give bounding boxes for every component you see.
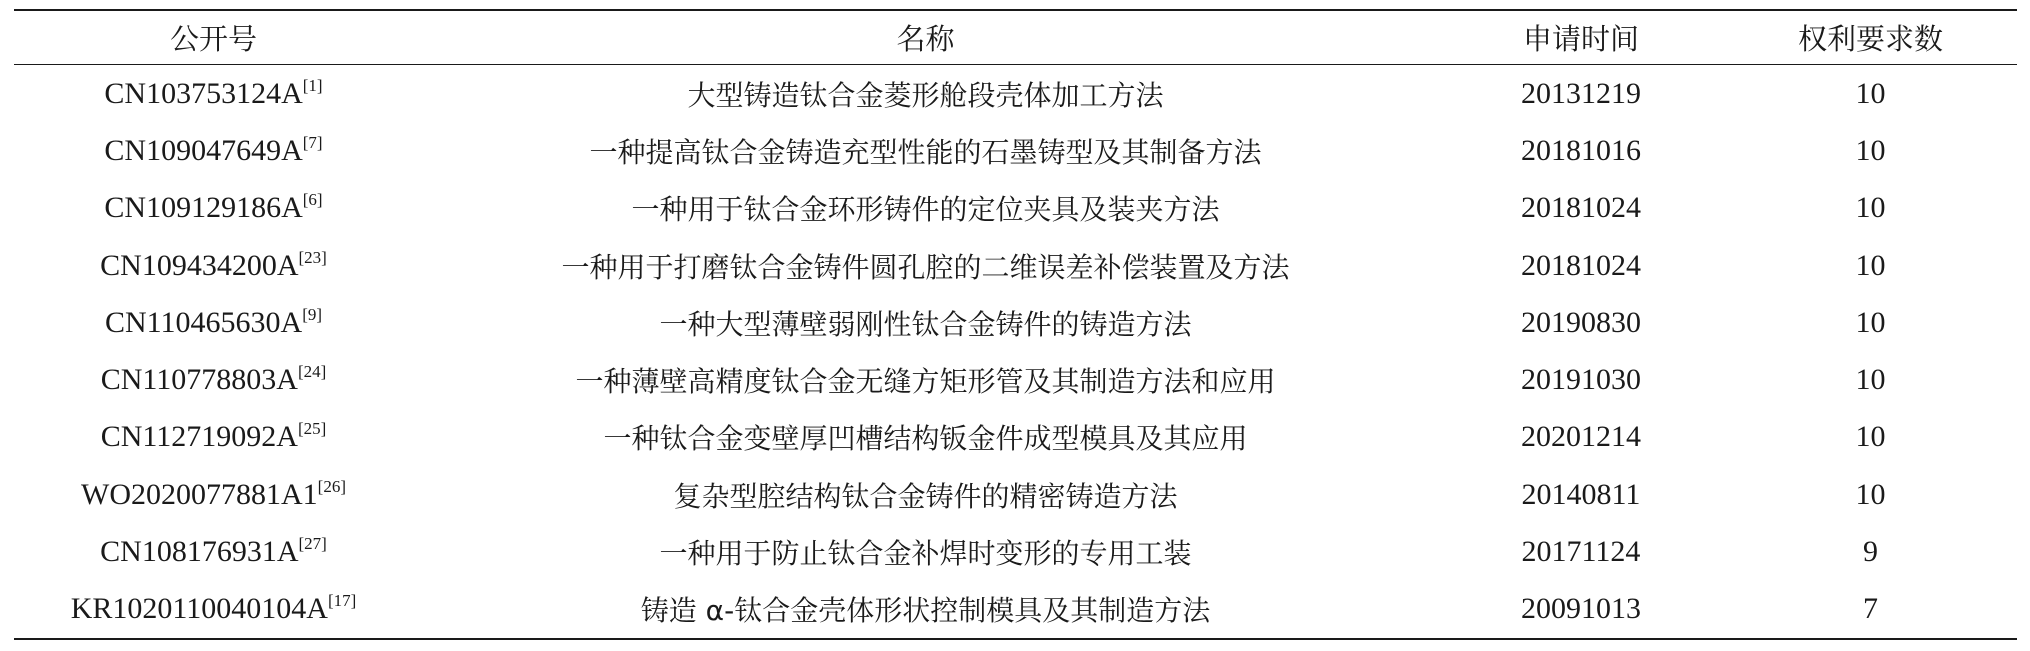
patent-title: 一种大型薄壁弱刚性钛合金铸件的铸造方法 bbox=[659, 307, 1192, 341]
publication-number-cell bbox=[14, 409, 413, 466]
reference-marker: [1] bbox=[302, 75, 323, 95]
header-publication-number: 公开号 bbox=[14, 10, 413, 65]
publication-number-cell bbox=[14, 180, 413, 237]
publication-number: CN109129186A bbox=[104, 191, 303, 225]
claims-count: 9 bbox=[1863, 535, 1878, 569]
publication-number: CN112719092A bbox=[100, 420, 298, 454]
publication-number: CN109047649A bbox=[104, 133, 303, 167]
table-row bbox=[14, 523, 2017, 580]
reference-marker: [26] bbox=[317, 476, 346, 496]
table-row bbox=[14, 466, 2017, 523]
claims-count: 10 bbox=[1855, 191, 1886, 225]
table-row bbox=[14, 237, 2017, 294]
claims-count: 10 bbox=[1855, 133, 1886, 167]
reference-marker: [17] bbox=[327, 591, 357, 611]
reference-marker: [23] bbox=[298, 247, 327, 267]
table-body bbox=[14, 65, 2017, 639]
publication-number: CN109434200A bbox=[100, 248, 299, 282]
reference-marker: [7] bbox=[302, 132, 323, 152]
patent-title: 大型铸造钛合金菱形舱段壳体加工方法 bbox=[687, 78, 1164, 112]
publication-number-cell bbox=[14, 581, 413, 639]
application-date: 20091013 bbox=[1438, 581, 1724, 639]
patent-title: 铸造 α-钛合金壳体形状控制模具及其制造方法 bbox=[413, 581, 1438, 639]
patent-title: 一种用于钛合金环形铸件的定位夹具及装夹方法 bbox=[631, 193, 1220, 227]
table-row bbox=[14, 180, 2017, 237]
table-row bbox=[14, 122, 2017, 179]
publication-number-cell bbox=[14, 122, 413, 179]
application-date: 20181016 bbox=[1521, 133, 1641, 167]
publication-number: CN110778803A bbox=[100, 363, 298, 397]
header-claims-count: 权利要求数 bbox=[1724, 10, 2017, 65]
publication-number-cell bbox=[14, 466, 413, 523]
publication-number-cell bbox=[14, 237, 413, 294]
patent-title: 一种薄壁高精度钛合金无缝方矩形管及其制造方法和应用 bbox=[575, 365, 1276, 399]
patent-title: 一种提高钛合金铸造充型性能的石墨铸型及其制备方法 bbox=[589, 135, 1262, 169]
reference-marker: [6] bbox=[302, 190, 323, 210]
claims-count: 10 bbox=[1855, 477, 1886, 511]
claims-count: 10 bbox=[1855, 76, 1886, 110]
claims-count: 10 bbox=[1855, 305, 1886, 339]
application-date: 20191030 bbox=[1521, 363, 1641, 397]
publication-number-cell bbox=[14, 523, 413, 580]
patent-title: 一种用于打磨钛合金铸件圆孔腔的二维误差补偿装置及方法 bbox=[561, 250, 1290, 284]
publication-number-cell bbox=[14, 351, 413, 408]
reference-marker: [25] bbox=[297, 419, 327, 439]
application-date: 20201214 bbox=[1521, 420, 1641, 454]
publication-number-cell bbox=[14, 65, 413, 123]
table-row bbox=[14, 351, 2017, 408]
publication-number: CN108176931A bbox=[100, 535, 299, 569]
table-row bbox=[14, 65, 2017, 123]
claims-count: 10 bbox=[1855, 248, 1886, 282]
claims-count: 10 bbox=[1855, 420, 1886, 454]
reference-marker: [27] bbox=[298, 534, 327, 554]
application-date: 20140811 bbox=[1521, 477, 1641, 511]
application-date: 20181024 bbox=[1521, 191, 1641, 225]
application-date: 20131219 bbox=[1521, 76, 1641, 110]
application-date: 20190830 bbox=[1521, 305, 1641, 339]
reference-marker: [24] bbox=[297, 362, 327, 382]
table-header bbox=[14, 10, 2017, 65]
patent-title: 一种用于防止钛合金补焊时变形的专用工装 bbox=[659, 537, 1192, 571]
header-application-date: 申请时间 bbox=[1438, 10, 1724, 65]
table-row bbox=[14, 581, 2017, 639]
table-row bbox=[14, 409, 2017, 466]
publication-number: WO2020077881A1 bbox=[81, 477, 318, 511]
application-date: 20181024 bbox=[1521, 248, 1641, 282]
reference-marker: [9] bbox=[302, 304, 323, 324]
publication-number: KR1020110040104A bbox=[70, 592, 328, 626]
patent-title: 复杂型腔结构钛合金铸件的精密铸造方法 bbox=[673, 479, 1178, 513]
table-row bbox=[14, 294, 2017, 351]
header-row bbox=[14, 10, 2017, 65]
claims-count: 10 bbox=[1855, 363, 1886, 397]
patent-table bbox=[14, 9, 2017, 640]
patent-table-container bbox=[14, 9, 2017, 640]
publication-number: CN103753124A bbox=[104, 76, 303, 110]
publication-number-cell bbox=[14, 294, 413, 351]
application-date: 20171124 bbox=[1521, 535, 1641, 569]
publication-number: CN110465630A bbox=[104, 305, 303, 339]
header-title: 名称 bbox=[413, 10, 1438, 65]
patent-title: 一种钛合金变壁厚凹槽结构钣金件成型模具及其应用 bbox=[603, 422, 1248, 456]
claims-count: 7 bbox=[1724, 581, 2017, 639]
